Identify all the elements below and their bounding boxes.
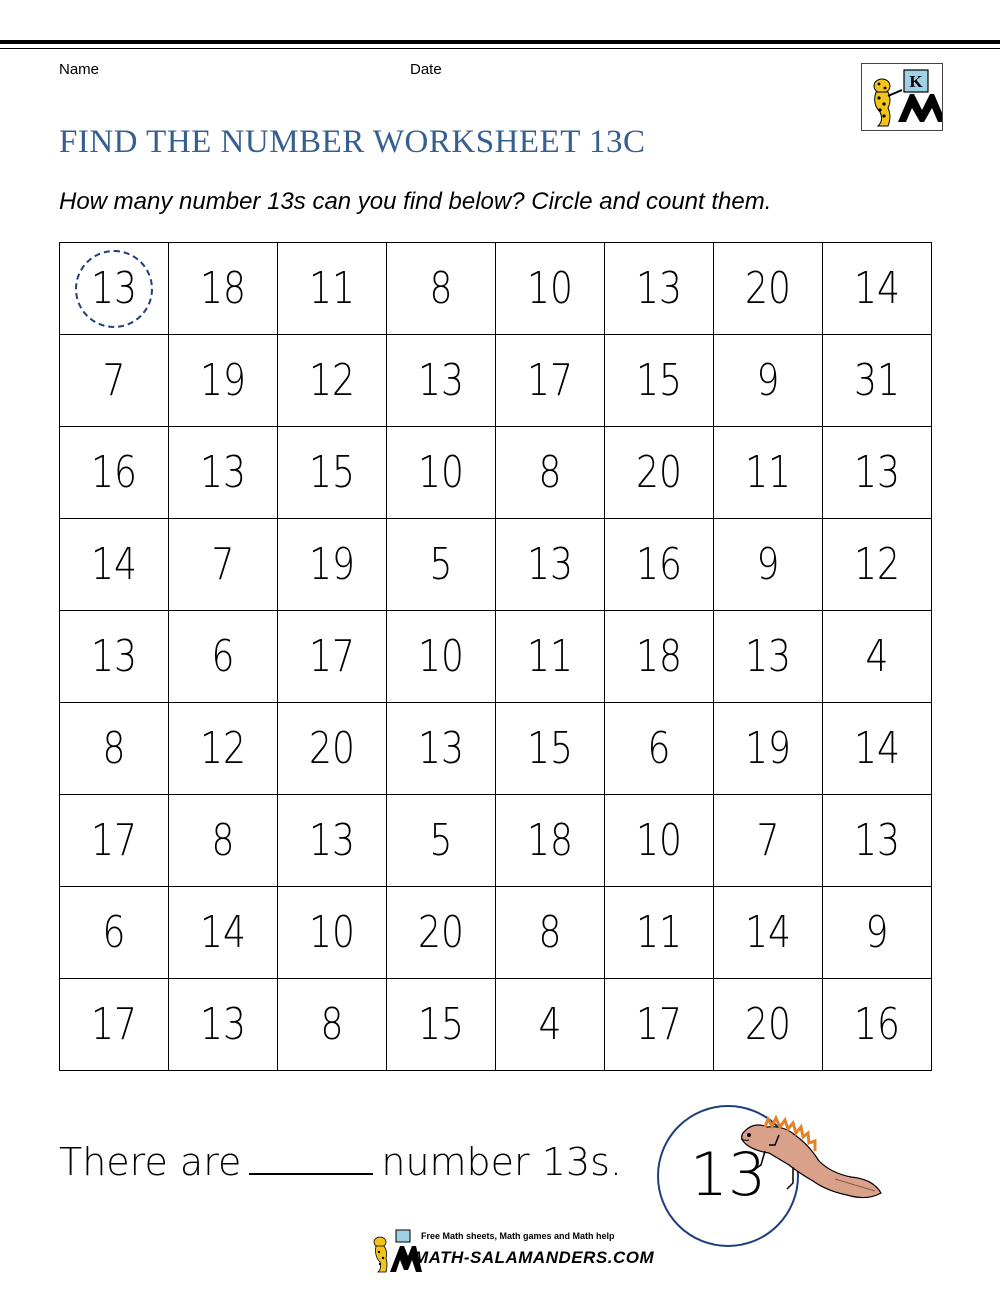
grid-number: 16 (854, 999, 900, 1050)
logo-letter: K (909, 72, 923, 91)
target-badge-number: 13 (689, 1140, 767, 1210)
grid-cell[interactable] (496, 427, 605, 519)
grid-row (60, 795, 932, 887)
grid-cell[interactable] (169, 243, 278, 335)
grid-number: 17 (91, 815, 137, 866)
salamander-teacher-icon (862, 64, 942, 130)
grid-cell[interactable] (60, 243, 169, 335)
grid-cell[interactable] (714, 887, 823, 979)
grid-cell[interactable] (496, 795, 605, 887)
grid-cell[interactable] (60, 519, 169, 611)
grid-cell[interactable] (278, 979, 387, 1071)
footer-brand: MATH-SALAMANDERS.COM (414, 1248, 655, 1267)
grid-cell[interactable] (605, 427, 714, 519)
grid-cell[interactable] (605, 703, 714, 795)
grid-cell[interactable] (387, 703, 496, 795)
answer-prefix: There are (59, 1140, 242, 1184)
grid-cell[interactable] (605, 335, 714, 427)
grid-cell[interactable] (278, 611, 387, 703)
grid-number: 13 (636, 263, 682, 314)
grid-number: 13 (309, 815, 355, 866)
grid-cell[interactable] (496, 703, 605, 795)
grid-number: 31 (854, 355, 900, 406)
grid-cell[interactable] (278, 795, 387, 887)
grid-cell[interactable] (387, 979, 496, 1071)
grid-number: 17 (309, 631, 355, 682)
grid-cell[interactable] (169, 611, 278, 703)
grid-number: 11 (309, 263, 355, 314)
grid-number: 19 (309, 539, 355, 590)
grid-number: 11 (745, 447, 791, 498)
grid-cell[interactable] (278, 335, 387, 427)
grid-cell[interactable] (714, 243, 823, 335)
grid-number: 17 (527, 355, 573, 406)
grid-number: 13 (418, 723, 464, 774)
grid-cell[interactable] (169, 703, 278, 795)
grid-number: 11 (527, 631, 573, 682)
answer-blank[interactable] (249, 1143, 373, 1175)
grid-cell[interactable] (823, 887, 932, 979)
grid-cell[interactable] (714, 427, 823, 519)
grid-number: 12 (200, 723, 246, 774)
grid-number: 20 (309, 723, 355, 774)
grid-cell[interactable] (605, 611, 714, 703)
grid-row (60, 243, 932, 335)
grid-number: 9 (865, 907, 889, 958)
grid-number: 20 (636, 447, 682, 498)
grid-cell[interactable] (169, 427, 278, 519)
instructions: How many number 13s can you find below? Circle and count them. (59, 188, 772, 215)
grid-cell[interactable] (60, 611, 169, 703)
grid-number: 9 (756, 539, 780, 590)
grid-cell[interactable] (278, 887, 387, 979)
grid-number: 10 (418, 631, 464, 682)
grid-number: 20 (745, 263, 791, 314)
grid-cell[interactable] (169, 795, 278, 887)
grid-number: 8 (538, 907, 562, 958)
grid-cell[interactable] (605, 795, 714, 887)
grid-cell[interactable] (496, 243, 605, 335)
grid-cell[interactable] (387, 611, 496, 703)
grid-cell[interactable] (823, 611, 932, 703)
grid-number: 10 (418, 447, 464, 498)
worksheet-title: FIND THE NUMBER WORKSHEET 13C (59, 124, 646, 160)
grid-number: 8 (320, 999, 344, 1050)
grid-number: 13 (418, 355, 464, 406)
date-label: Date (410, 61, 442, 78)
grid-number: 8 (211, 815, 235, 866)
grid-number: 17 (91, 999, 137, 1050)
grid-row (60, 335, 932, 427)
grid-number: 5 (429, 815, 453, 866)
grid-cell[interactable] (605, 887, 714, 979)
grid-cell[interactable] (714, 611, 823, 703)
grid-number: 13 (527, 539, 573, 590)
grid-number: 18 (527, 815, 573, 866)
grid-number: 6 (102, 907, 126, 958)
kindergarten-logo (861, 63, 943, 131)
grid-number: 6 (647, 723, 671, 774)
grid-cell[interactable] (387, 519, 496, 611)
grid-cell[interactable] (387, 427, 496, 519)
grid-cell[interactable] (496, 887, 605, 979)
grid-number: 15 (309, 447, 355, 498)
grid-cell[interactable] (387, 243, 496, 335)
grid-cell[interactable] (496, 979, 605, 1071)
footer-tagline: Free Math sheets, Math games and Math help (421, 1231, 615, 1241)
grid-number: 15 (527, 723, 573, 774)
grid-number: 16 (636, 539, 682, 590)
grid-number: 14 (745, 907, 791, 958)
grid-number: 12 (309, 355, 355, 406)
grid-cell[interactable] (60, 887, 169, 979)
header-rule-thin (0, 48, 1000, 49)
grid-number: 19 (745, 723, 791, 774)
grid-number: 6 (211, 631, 235, 682)
grid-number: 7 (211, 539, 235, 590)
grid-number: 10 (309, 907, 355, 958)
grid-cell[interactable] (169, 887, 278, 979)
grid-cell[interactable] (387, 887, 496, 979)
grid-cell[interactable] (278, 243, 387, 335)
grid-cell[interactable] (714, 979, 823, 1071)
grid-number: 13 (91, 631, 137, 682)
grid-cell[interactable] (823, 979, 932, 1071)
grid-cell[interactable] (823, 335, 932, 427)
grid-cell[interactable] (823, 243, 932, 335)
grid-row (60, 703, 932, 795)
grid-cell[interactable] (823, 519, 932, 611)
grid-cell[interactable] (60, 335, 169, 427)
grid-number: 11 (636, 907, 682, 958)
grid-cell[interactable] (169, 979, 278, 1071)
grid-cell[interactable] (714, 519, 823, 611)
grid-number: 20 (745, 999, 791, 1050)
grid-cell[interactable] (714, 795, 823, 887)
grid-cell[interactable] (714, 703, 823, 795)
grid-number: 15 (636, 355, 682, 406)
grid-number: 19 (200, 355, 246, 406)
grid-number: 16 (91, 447, 137, 498)
grid-cell[interactable] (496, 519, 605, 611)
grid-cell[interactable] (823, 795, 932, 887)
grid-cell[interactable] (496, 611, 605, 703)
grid-number: 10 (527, 263, 573, 314)
grid-cell[interactable] (605, 979, 714, 1071)
grid-cell[interactable] (60, 795, 169, 887)
grid-row (60, 979, 932, 1071)
grid-number: 14 (854, 263, 900, 314)
grid-cell[interactable] (278, 427, 387, 519)
grid-number: 8 (102, 723, 126, 774)
grid-cell[interactable] (60, 427, 169, 519)
grid-number: 20 (418, 907, 464, 958)
grid-number: 13 (200, 447, 246, 498)
grid-cell[interactable] (278, 519, 387, 611)
grid-number: 13 (200, 999, 246, 1050)
grid-number: 8 (538, 447, 562, 498)
grid-cell[interactable] (169, 335, 278, 427)
answer-line (59, 1140, 622, 1184)
grid-cell[interactable] (496, 335, 605, 427)
name-label: Name (59, 61, 100, 78)
header-rule-thick (0, 40, 1000, 44)
grid-number: 18 (200, 263, 246, 314)
grid-cell[interactable] (60, 703, 169, 795)
grid-cell[interactable] (823, 703, 932, 795)
salamander-icon (735, 1115, 885, 1215)
grid-number: 13 (745, 631, 791, 682)
grid-cell[interactable] (387, 795, 496, 887)
grid-number: 17 (636, 999, 682, 1050)
grid-number: 7 (102, 355, 126, 406)
grid-cell[interactable] (60, 979, 169, 1071)
grid-cell[interactable] (605, 519, 714, 611)
grid-cell[interactable] (823, 427, 932, 519)
grid-number: 15 (418, 999, 464, 1050)
grid-number: 8 (429, 263, 453, 314)
grid-cell[interactable] (169, 519, 278, 611)
answer-suffix: number 13s. (381, 1140, 622, 1184)
grid-number: 13 (91, 263, 137, 314)
number-grid (59, 242, 932, 1071)
grid-number: 7 (756, 815, 780, 866)
grid-number: 9 (756, 355, 780, 406)
grid-number: 5 (429, 539, 453, 590)
grid-number: 4 (865, 631, 889, 682)
grid-cell[interactable] (387, 335, 496, 427)
grid-row (60, 611, 932, 703)
grid-cell[interactable] (714, 335, 823, 427)
grid-number: 4 (538, 999, 562, 1050)
grid-cell[interactable] (278, 703, 387, 795)
grid-row (60, 887, 932, 979)
grid-cell[interactable] (605, 243, 714, 335)
grid-number: 12 (854, 539, 900, 590)
grid-number: 14 (200, 907, 246, 958)
grid-number: 14 (854, 723, 900, 774)
grid-number: 18 (636, 631, 682, 682)
grid-number: 13 (854, 447, 900, 498)
grid-row (60, 427, 932, 519)
grid-number: 13 (854, 815, 900, 866)
grid-number: 14 (91, 539, 137, 590)
grid-row (60, 519, 932, 611)
grid-number: 10 (636, 815, 682, 866)
